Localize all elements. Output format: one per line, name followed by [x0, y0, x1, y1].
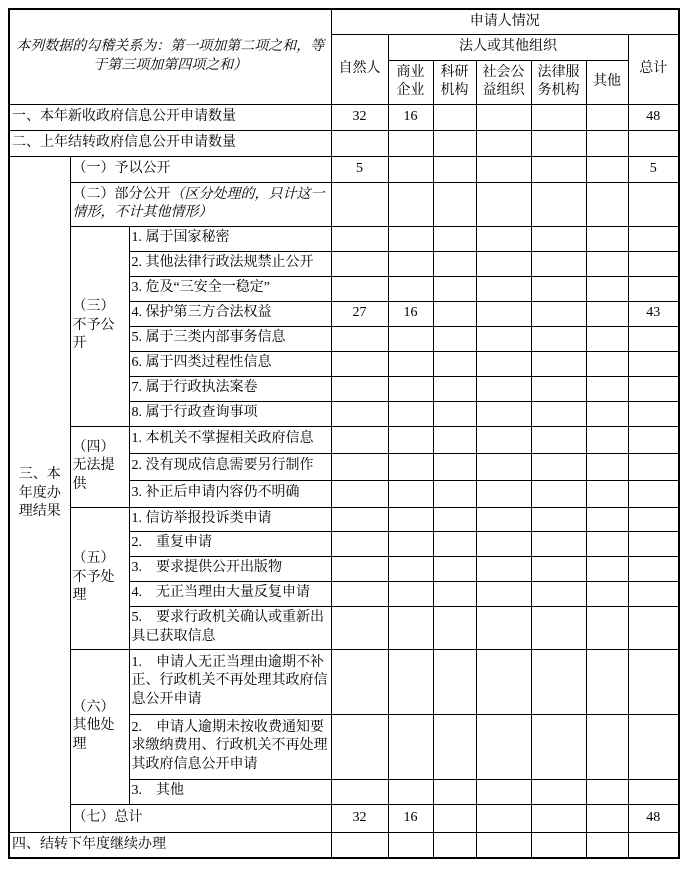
data-cell — [586, 804, 628, 832]
table-row — [9, 156, 679, 182]
data-cell — [331, 649, 388, 714]
data-cell — [628, 401, 679, 426]
data-cell — [586, 156, 628, 182]
data-cell — [586, 276, 628, 301]
data-cell — [531, 182, 586, 226]
item-label: 5. 属于三类内部事务信息 — [129, 326, 331, 351]
data-cell — [476, 556, 531, 581]
table-row — [9, 226, 679, 251]
data-cell — [388, 581, 433, 606]
header-research-institution: 科研机构 — [433, 60, 476, 104]
data-cell — [331, 426, 388, 453]
data-cell — [476, 104, 531, 130]
data-cell — [531, 581, 586, 606]
data-cell — [433, 182, 476, 226]
item-label: 1. 本机关不掌握相关政府信息 — [129, 426, 331, 453]
item-label: 1. 属于国家秘密 — [129, 226, 331, 251]
data-cell — [586, 301, 628, 326]
data-cell — [331, 326, 388, 351]
data-cell — [388, 426, 433, 453]
data-cell — [476, 276, 531, 301]
data-cell — [531, 326, 586, 351]
data-cell — [586, 426, 628, 453]
data-cell — [388, 182, 433, 226]
data-cell: 16 — [388, 804, 433, 832]
data-cell — [628, 182, 679, 226]
data-cell — [476, 376, 531, 401]
data-cell — [433, 531, 476, 556]
row-label-granted: （一）予以公开 — [70, 156, 331, 182]
data-cell — [476, 804, 531, 832]
partial-label: （二）部分公开 — [72, 186, 171, 202]
data-cell — [628, 276, 679, 301]
data-cell — [586, 130, 628, 156]
item-label: 2. 没有现成信息需要另行制作 — [129, 453, 331, 480]
section-label-annual-results: 三、本年度办理结果 — [9, 156, 70, 832]
data-cell — [476, 779, 531, 804]
data-cell — [476, 130, 531, 156]
data-cell — [388, 832, 433, 858]
data-cell — [433, 326, 476, 351]
data-cell — [331, 351, 388, 376]
partial-label-note: （区分处理的，只计这一情形，不计其他情形） — [72, 186, 325, 220]
data-cell — [433, 276, 476, 301]
data-cell — [331, 226, 388, 251]
data-cell — [531, 507, 586, 531]
data-cell — [476, 182, 531, 226]
data-cell — [628, 251, 679, 276]
data-cell — [331, 251, 388, 276]
data-cell — [586, 556, 628, 581]
data-cell — [388, 376, 433, 401]
item-label: 6. 属于四类过程性信息 — [129, 351, 331, 376]
data-cell: 32 — [331, 104, 388, 130]
table-row — [9, 507, 679, 531]
item-label: 4. 无正当理由大量反复申请 — [129, 581, 331, 606]
data-cell — [331, 779, 388, 804]
data-cell — [531, 531, 586, 556]
data-cell — [388, 130, 433, 156]
data-cell — [331, 832, 388, 858]
data-cell — [628, 581, 679, 606]
data-cell — [476, 649, 531, 714]
header-legal-org: 法人或其他组织 — [388, 34, 628, 60]
data-cell — [433, 104, 476, 130]
data-cell — [476, 326, 531, 351]
data-cell — [331, 531, 388, 556]
data-cell — [586, 104, 628, 130]
header-natural-person: 自然人 — [331, 34, 388, 104]
table-row — [9, 426, 679, 453]
data-cell — [433, 480, 476, 507]
item-label: 2. 重复申请 — [129, 531, 331, 556]
data-cell — [433, 606, 476, 649]
data-cell — [388, 556, 433, 581]
data-cell — [586, 351, 628, 376]
data-cell — [388, 401, 433, 426]
table-row — [9, 9, 679, 34]
item-label: 3. 补正后申请内容仍不明确 — [129, 480, 331, 507]
data-cell — [476, 606, 531, 649]
data-cell — [628, 649, 679, 714]
data-cell — [628, 606, 679, 649]
data-cell — [628, 480, 679, 507]
data-cell — [476, 351, 531, 376]
data-cell — [628, 453, 679, 480]
data-cell — [331, 276, 388, 301]
item-label: 2. 申请人逾期未按收费通知要求缴纳费用、行政机关不再处理其政府信息公开申请 — [129, 714, 331, 779]
data-cell — [586, 251, 628, 276]
data-cell — [476, 156, 531, 182]
data-cell — [586, 581, 628, 606]
table-note: 本列数据的勾稽关系为：第一项加第二项之和，等于第三项加第四项之和） — [9, 9, 331, 104]
data-cell — [628, 130, 679, 156]
row-label-partial — [70, 182, 331, 226]
item-label: 3. 要求提供公开出版物 — [129, 556, 331, 581]
data-cell: 48 — [628, 804, 679, 832]
item-label: 3. 其他 — [129, 779, 331, 804]
data-cell — [388, 714, 433, 779]
data-cell — [476, 453, 531, 480]
data-cell — [331, 507, 388, 531]
data-cell — [531, 276, 586, 301]
header-public-welfare-org: 社会公益组织 — [476, 60, 531, 104]
data-cell — [433, 301, 476, 326]
data-cell — [433, 507, 476, 531]
data-cell — [388, 531, 433, 556]
item-label: 4. 保护第三方合法权益 — [129, 301, 331, 326]
item-label: 2. 其他法律行政法规禁止公开 — [129, 251, 331, 276]
data-cell: 27 — [331, 301, 388, 326]
data-cell — [531, 130, 586, 156]
table-row — [9, 182, 679, 226]
data-cell — [388, 326, 433, 351]
data-cell — [586, 453, 628, 480]
data-cell — [388, 453, 433, 480]
data-cell — [388, 507, 433, 531]
header-other-org: 其他 — [586, 60, 628, 104]
data-cell — [476, 401, 531, 426]
item-label: 8. 属于行政查询事项 — [129, 401, 331, 426]
data-cell — [586, 779, 628, 804]
item-label: 5. 要求行政机关确认或重新出具已获取信息 — [129, 606, 331, 649]
data-cell — [531, 556, 586, 581]
data-cell — [531, 779, 586, 804]
data-cell — [388, 480, 433, 507]
data-cell — [331, 714, 388, 779]
table-row — [9, 649, 679, 714]
data-cell — [531, 714, 586, 779]
data-cell — [476, 714, 531, 779]
data-cell — [433, 649, 476, 714]
data-cell — [531, 401, 586, 426]
data-cell — [331, 581, 388, 606]
data-cell: 16 — [388, 301, 433, 326]
data-cell — [531, 832, 586, 858]
data-cell — [476, 480, 531, 507]
row-label-new-received: 一、本年新收政府信息公开申请数量 — [9, 104, 331, 130]
data-cell — [388, 251, 433, 276]
data-cell — [433, 156, 476, 182]
section-label-not-processed: （五）不予处理 — [70, 507, 129, 649]
data-cell — [586, 401, 628, 426]
data-cell — [586, 226, 628, 251]
data-cell — [586, 507, 628, 531]
data-cell — [531, 156, 586, 182]
data-cell — [433, 130, 476, 156]
data-cell — [388, 606, 433, 649]
table-row — [9, 130, 679, 156]
item-label: 3. 危及“三安全一稳定” — [129, 276, 331, 301]
data-cell — [531, 649, 586, 714]
data-cell — [388, 779, 433, 804]
data-cell — [331, 182, 388, 226]
data-cell — [531, 226, 586, 251]
data-cell — [388, 649, 433, 714]
data-cell — [388, 276, 433, 301]
data-cell — [628, 832, 679, 858]
data-cell — [433, 401, 476, 426]
data-cell — [388, 226, 433, 251]
data-cell — [433, 804, 476, 832]
data-cell: 43 — [628, 301, 679, 326]
data-cell — [331, 376, 388, 401]
data-cell: 5 — [628, 156, 679, 182]
data-cell: 32 — [331, 804, 388, 832]
section-label-refused: （三）不予公开 — [70, 226, 129, 426]
data-cell — [331, 606, 388, 649]
data-cell — [331, 556, 388, 581]
header-total: 总计 — [628, 34, 679, 104]
data-cell — [531, 251, 586, 276]
item-label: 1. 信访举报投诉类申请 — [129, 507, 331, 531]
item-label: 7. 属于行政执法案卷 — [129, 376, 331, 401]
data-cell — [476, 251, 531, 276]
data-cell — [628, 714, 679, 779]
section-label-other-handling: （六）其他处理 — [70, 649, 129, 804]
data-cell — [433, 351, 476, 376]
header-legal-service-agency: 法律服务机构 — [531, 60, 586, 104]
data-cell: 48 — [628, 104, 679, 130]
data-cell — [586, 531, 628, 556]
data-cell — [628, 376, 679, 401]
disclosure-table — [8, 8, 680, 859]
data-cell — [331, 480, 388, 507]
data-cell — [331, 401, 388, 426]
table-row — [9, 804, 679, 832]
data-cell — [433, 779, 476, 804]
data-cell — [476, 531, 531, 556]
row-label-carried-to-next-year: 四、结转下年度继续办理 — [9, 832, 331, 858]
data-cell — [628, 351, 679, 376]
data-cell — [433, 832, 476, 858]
data-cell — [628, 779, 679, 804]
data-cell — [628, 556, 679, 581]
data-cell — [531, 426, 586, 453]
data-cell — [433, 226, 476, 251]
data-cell — [476, 832, 531, 858]
data-cell — [531, 453, 586, 480]
data-cell — [433, 251, 476, 276]
data-cell — [628, 326, 679, 351]
data-cell — [586, 480, 628, 507]
header-applicant-situation: 申请人情况 — [331, 9, 679, 34]
data-cell — [476, 581, 531, 606]
data-cell — [476, 426, 531, 453]
data-cell — [331, 453, 388, 480]
data-cell — [531, 804, 586, 832]
data-cell — [531, 376, 586, 401]
data-cell — [586, 376, 628, 401]
data-cell — [331, 130, 388, 156]
data-cell — [586, 832, 628, 858]
data-cell — [628, 226, 679, 251]
table-row — [9, 104, 679, 130]
data-cell — [388, 156, 433, 182]
data-cell — [433, 376, 476, 401]
data-cell — [388, 351, 433, 376]
data-cell — [531, 301, 586, 326]
data-cell — [476, 226, 531, 251]
data-cell — [433, 426, 476, 453]
data-cell — [531, 351, 586, 376]
row-label-carried-from-last-year: 二、上年结转政府信息公开申请数量 — [9, 130, 331, 156]
data-cell — [586, 649, 628, 714]
section-label-unable-to-provide: （四）无法提供 — [70, 426, 129, 507]
data-cell — [586, 714, 628, 779]
data-cell — [628, 507, 679, 531]
header-commercial-enterprise: 商业企业 — [388, 60, 433, 104]
data-cell — [433, 453, 476, 480]
data-cell — [628, 426, 679, 453]
data-cell — [433, 556, 476, 581]
data-cell — [531, 104, 586, 130]
row-label-subtotal: （七）总计 — [70, 804, 331, 832]
data-cell — [531, 480, 586, 507]
data-cell — [586, 326, 628, 351]
data-cell — [433, 714, 476, 779]
data-cell: 16 — [388, 104, 433, 130]
data-cell — [531, 606, 586, 649]
data-cell — [433, 581, 476, 606]
data-cell — [586, 182, 628, 226]
data-cell — [476, 301, 531, 326]
data-cell: 5 — [331, 156, 388, 182]
data-cell — [628, 531, 679, 556]
item-label: 1. 申请人无正当理由逾期不补正、行政机关不再处理其政府信息公开申请 — [129, 649, 331, 714]
data-cell — [476, 507, 531, 531]
data-cell — [586, 606, 628, 649]
table-row — [9, 832, 679, 858]
